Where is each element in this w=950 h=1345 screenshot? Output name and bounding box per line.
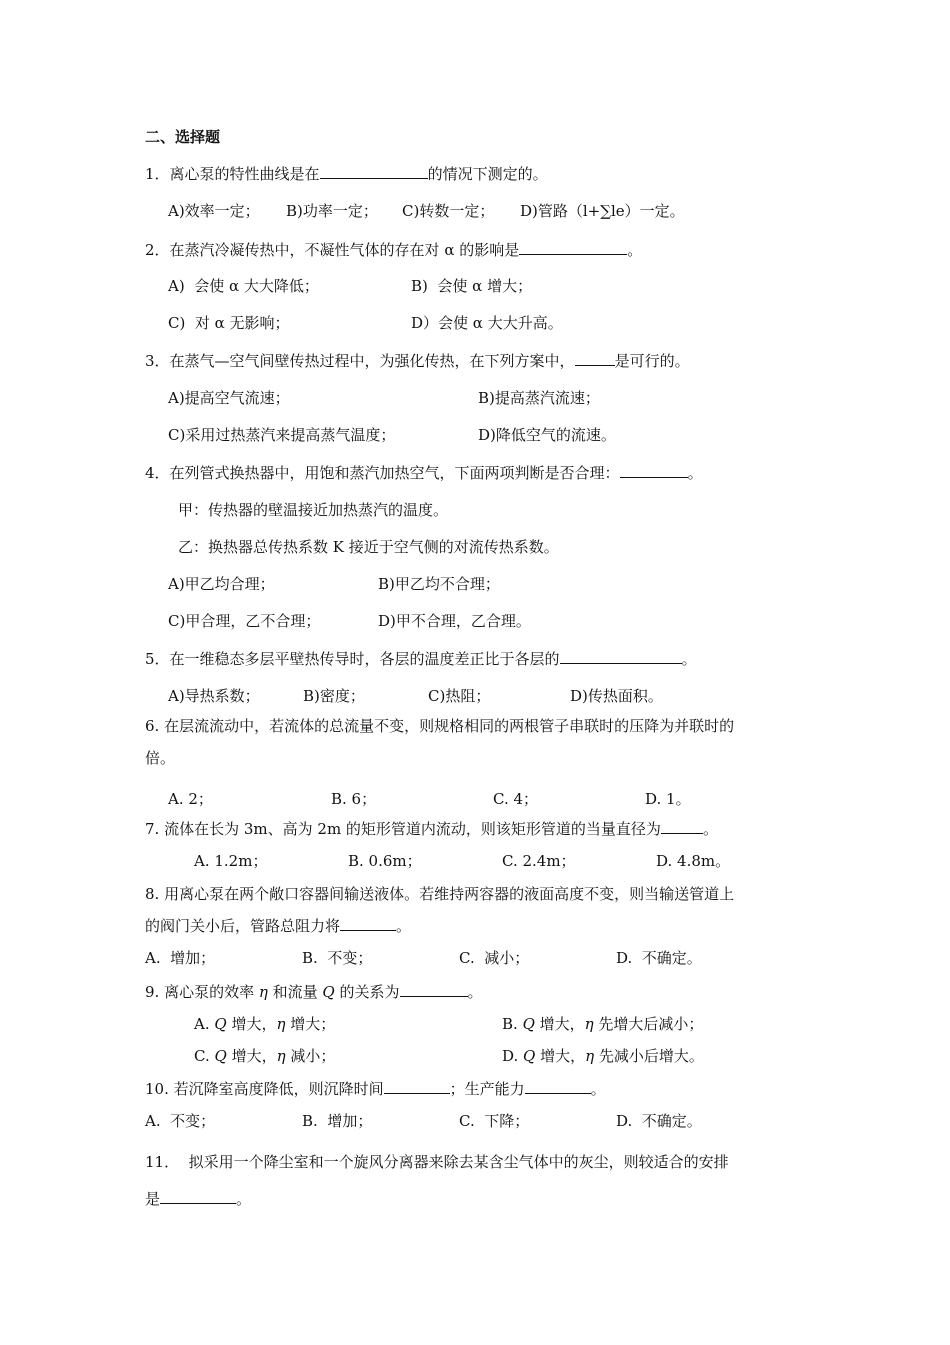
answer-blank[interactable] <box>160 1189 236 1204</box>
question-11: 11． 拟采用一个降尘室和一个旋风分离器来除去某含尘气体中的灰尘，则较适合的安排 <box>145 1153 729 1171</box>
option: C)转数一定； <box>402 202 495 220</box>
question-number: 3． <box>145 352 170 370</box>
answer-blank[interactable] <box>400 982 468 997</box>
option: B. 0.6m； <box>348 852 422 870</box>
option: A. Q 增大，η 增大； <box>194 1015 336 1033</box>
option: C. 2.4m； <box>502 852 576 870</box>
question-9: 9. 离心泵的效率 η 和流量 Q 的关系为 。 <box>145 983 483 1001</box>
option: D)降低空气的流速。 <box>478 426 616 444</box>
option: A. 增加； <box>145 949 216 967</box>
option: A. 1.2m； <box>194 852 268 870</box>
option: C)甲合理，乙不合理； <box>168 612 321 630</box>
answer-blank[interactable] <box>519 240 627 255</box>
answer-blank[interactable] <box>560 649 682 664</box>
question-8: 8. 用离心泵在两个敞口容器间输送液体。若维持两容器的液面高度不变，则当输送管道上 <box>145 885 735 903</box>
option: C)热阻； <box>428 687 491 705</box>
option: C. Q 增大，η 减小； <box>194 1047 336 1065</box>
option: A)效率一定； <box>168 202 260 220</box>
option: A) 会使 α 大大降低； <box>168 277 319 295</box>
question-number: 1． <box>145 165 170 183</box>
option: D. Q 增大，η 先减小后增大。 <box>502 1047 704 1065</box>
option: C) 对 α 无影响； <box>168 314 290 332</box>
option: B)甲乙均不合理； <box>378 575 500 593</box>
option: B)功率一定； <box>286 202 378 220</box>
section-title: 二、选择题 <box>145 128 221 146</box>
option: A. 2； <box>168 790 213 808</box>
option: C)采用过热蒸汽来提高蒸气温度； <box>168 426 396 444</box>
question-3: 3．在蒸气—空气间壁传热过程中，为强化传热，在下列方案中， 是可行的。 <box>145 352 690 370</box>
question-6: 6. 在层流流动中，若流体的总流量不变，则规格相同的两根管子串联时的压降为并联时的 <box>145 717 735 735</box>
question-6-line2: 倍。 <box>145 749 176 767</box>
answer-blank[interactable] <box>320 164 428 179</box>
option: D. 不确定。 <box>616 949 702 967</box>
question-1: 1．离心泵的特性曲线是在 的情况下测定的。 <box>145 165 548 183</box>
answer-blank[interactable] <box>340 916 396 931</box>
option: B. 不变； <box>302 949 373 967</box>
question-number: 5． <box>145 650 170 668</box>
option: A)导热系数； <box>168 687 260 705</box>
question-2: 2．在蒸汽冷凝传热中，不凝性气体的存在对 α 的影响是 。 <box>145 241 643 259</box>
option: A)提高空气流速； <box>168 389 290 407</box>
statement: 乙：换热器总传热系数 K 接近于空气侧的对流传热系数。 <box>178 538 559 556</box>
option: D)管路（l+∑le）一定。 <box>520 202 685 220</box>
question-number: 4． <box>145 464 170 482</box>
question-number: 9. <box>145 983 160 1001</box>
answer-blank[interactable] <box>575 351 615 366</box>
answer-blank[interactable] <box>384 1079 450 1094</box>
option: B) 会使 α 增大； <box>411 277 533 295</box>
option: C. 减小； <box>459 949 530 967</box>
option: D. 4.8m。 <box>656 852 731 870</box>
option: D. 不确定。 <box>616 1112 702 1130</box>
question-number: 2． <box>145 241 170 259</box>
question-number: 10. <box>145 1080 169 1098</box>
question-7: 7. 流体在长为 3m、高为 2m 的矩形管道内流动，则该矩形管道的当量直径为 。 <box>145 820 718 838</box>
question-4: 4．在列管式换热器中，用饱和蒸汽加热空气，下面两项判断是否合理： 。 <box>145 464 703 482</box>
question-number: 6. <box>145 717 160 735</box>
answer-blank[interactable] <box>620 463 688 478</box>
option: B)提高蒸汽流速； <box>478 389 600 407</box>
question-number: 11． <box>145 1153 180 1171</box>
question-10: 10. 若沉降室高度降低，则沉降时间 ；生产能力 。 <box>145 1080 606 1098</box>
option: A. 不变； <box>145 1112 216 1130</box>
option: D. 1。 <box>645 790 691 808</box>
question-number: 8. <box>145 885 160 903</box>
option: B. Q 增大，η 先增大后减小； <box>502 1015 704 1033</box>
answer-blank[interactable] <box>661 819 703 834</box>
question-number: 7. <box>145 820 160 838</box>
question-5: 5．在一维稳态多层平壁热传导时，各层的温度差正比于各层的 。 <box>145 650 697 668</box>
statement: 甲：传热器的壁温接近加热蒸汽的温度。 <box>178 501 449 519</box>
option: B)密度； <box>303 687 365 705</box>
question-11-line2: 是 。 <box>145 1190 252 1208</box>
option: B. 6； <box>331 790 377 808</box>
option: C. 4； <box>493 790 539 808</box>
option: B. 增加； <box>302 1112 373 1130</box>
option: A)甲乙均合理； <box>168 575 275 593</box>
option: D）会使 α 大大升高。 <box>411 314 563 332</box>
option: C. 下降； <box>459 1112 530 1130</box>
option: D)甲不合理，乙合理。 <box>378 612 531 630</box>
option: D)传热面积。 <box>570 687 663 705</box>
answer-blank[interactable] <box>525 1079 591 1094</box>
question-8-line2: 的阀门关小后，管路总阻力将 。 <box>145 917 412 935</box>
